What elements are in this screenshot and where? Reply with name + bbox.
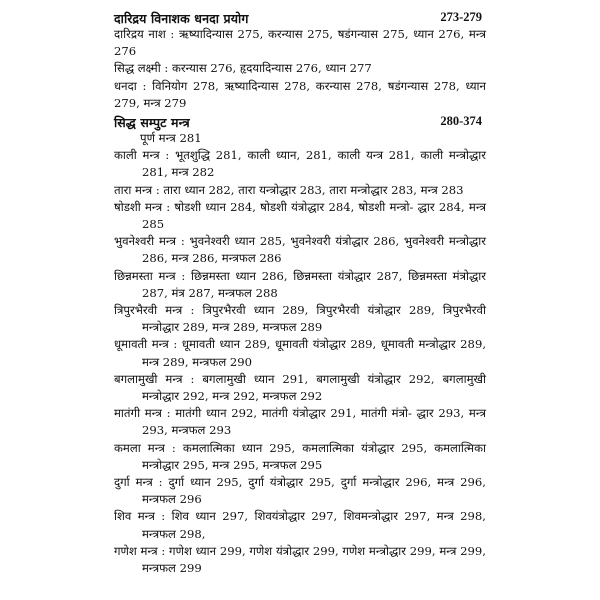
section-title: दारिद्रय विनाशक धनदा प्रयोग [114, 11, 249, 26]
section-page-range: 273-279 [440, 10, 482, 24]
list-item: सिद्ध लक्ष्मी : करन्यास 276, हृदयादिन्यास 276, ध्यान 277 [114, 61, 372, 76]
list-item: कमला मन्त्र : कमलात्मिका ध्यान 295, कमलात्मिका यंत्रोद्धार 295, कमलात्मिका मन्त्रोद्धार 295, मन्त्र 295, मन्त्रफल 295 [114, 440, 486, 472]
list-item: मातंगी मन्त्र : मातंगी ध्यान 292, मातंगी यंत्रोद्धार 291, मातंगी मंत्रो- द्धार 293, मन्त्र 293, मन्त्रफल 293 [114, 406, 486, 438]
list-item: भुवनेश्वरी मन्त्र : भुवनेश्वरी ध्यान 285, भुवनेश्वरी यंत्रोद्धार 286, भुवनेश्वरी मन्त्रोद्धार 286, मन्त्र 286, मन्त्रफल 286 [114, 234, 486, 266]
section-entries-list [114, 130, 486, 577]
list-item: धनदा : विनियोग 278, ऋष्यादिन्यास 278, करन्यास 278, षडंगन्यास 278, ध्यान 279, मन्त्र 279 [114, 78, 486, 110]
section-title: सिद्ध सम्पुट मन्त्र [114, 115, 190, 130]
list-item: दारिद्रय नाश : ऋष्यादिन्यास 275, करन्यास 275, षडंगन्यास 275, ध्यान 276, मन्त्र 276 [114, 27, 486, 59]
list-item: शिव मन्त्र : शिव ध्यान 297, शिवयंत्रोद्धार 297, शिवमन्त्रोद्धार 297, मन्त्र 298, मन्त्रफल 298, [114, 509, 486, 541]
list-item: काली मन्त्र : भूतशुद्धि 281, काली ध्यान, 281, काली यन्त्र 281, काली मन्त्रोद्धार 281, मन्त्र 282 [114, 148, 486, 180]
list-item: दुर्गा मन्त्र : दुर्गा ध्यान 295, दुर्गा यंत्रोद्धार 295, दुर्गा मन्त्रोद्धार 296, मन्त्र 296, मन्त्रफल 296 [114, 475, 486, 507]
section-entries-list [114, 26, 486, 112]
section-page-range: 280-374 [440, 114, 482, 128]
list-item: पूर्ण मन्त्र 281 [140, 131, 202, 145]
list-item: तारा मन्त्र : तारा ध्यान 282, तारा यन्त्रोद्धार 283, तारा मन्त्रोद्धार 283, मन्त्र 283 [114, 182, 464, 197]
list-item: धूमावती मन्त्र : धूमावती ध्यान 289, धूमावती यंत्रोद्धार 289, धूमावती मन्त्रोद्धार 289, मन्त्र 289, मन्त्रफल 290 [114, 337, 486, 369]
list-item: गणेश मन्त्र : गणेश ध्यान 299, गणेश यंत्रोद्धार 299, गणेश मन्त्रोद्धार 299, मन्त्र 299, मन्त्रफल 299 [114, 543, 486, 576]
list-item: त्रिपुरभैरवी मन्त्र : त्रिपुरभैरवी ध्यान 289, त्रिपुरभैरवी यंत्रोद्धार 289, त्रिपुरभैरवी मन्त्रोद्धार 289, मन्त्र 289, मन्त्रफल 289 [114, 303, 486, 335]
list-item: षोडशी मन्त्र : षोडशी ध्यान 284, षोडशी यंत्रोद्धार 284, षोडशी मन्त्रो- द्धार 284, मन्त्र 285 [114, 199, 486, 232]
list-item: बगलामुखी मन्त्र : बगलामुखी ध्यान 291, बगलामुखी यंत्रोद्धार 292, बगलामुखी मन्त्रोद्धार 292, मन्त्र 292, मन्त्रफल 292 [114, 371, 486, 404]
list-item: छिन्नमस्ता मन्त्र : छिन्नमस्ता ध्यान 286, छिन्नमस्ता यंत्रोद्धार 287, छिन्नमस्ता मंत्रोद्धार 287, मंत्र 287, मन्त्रफल 288 [114, 268, 486, 300]
